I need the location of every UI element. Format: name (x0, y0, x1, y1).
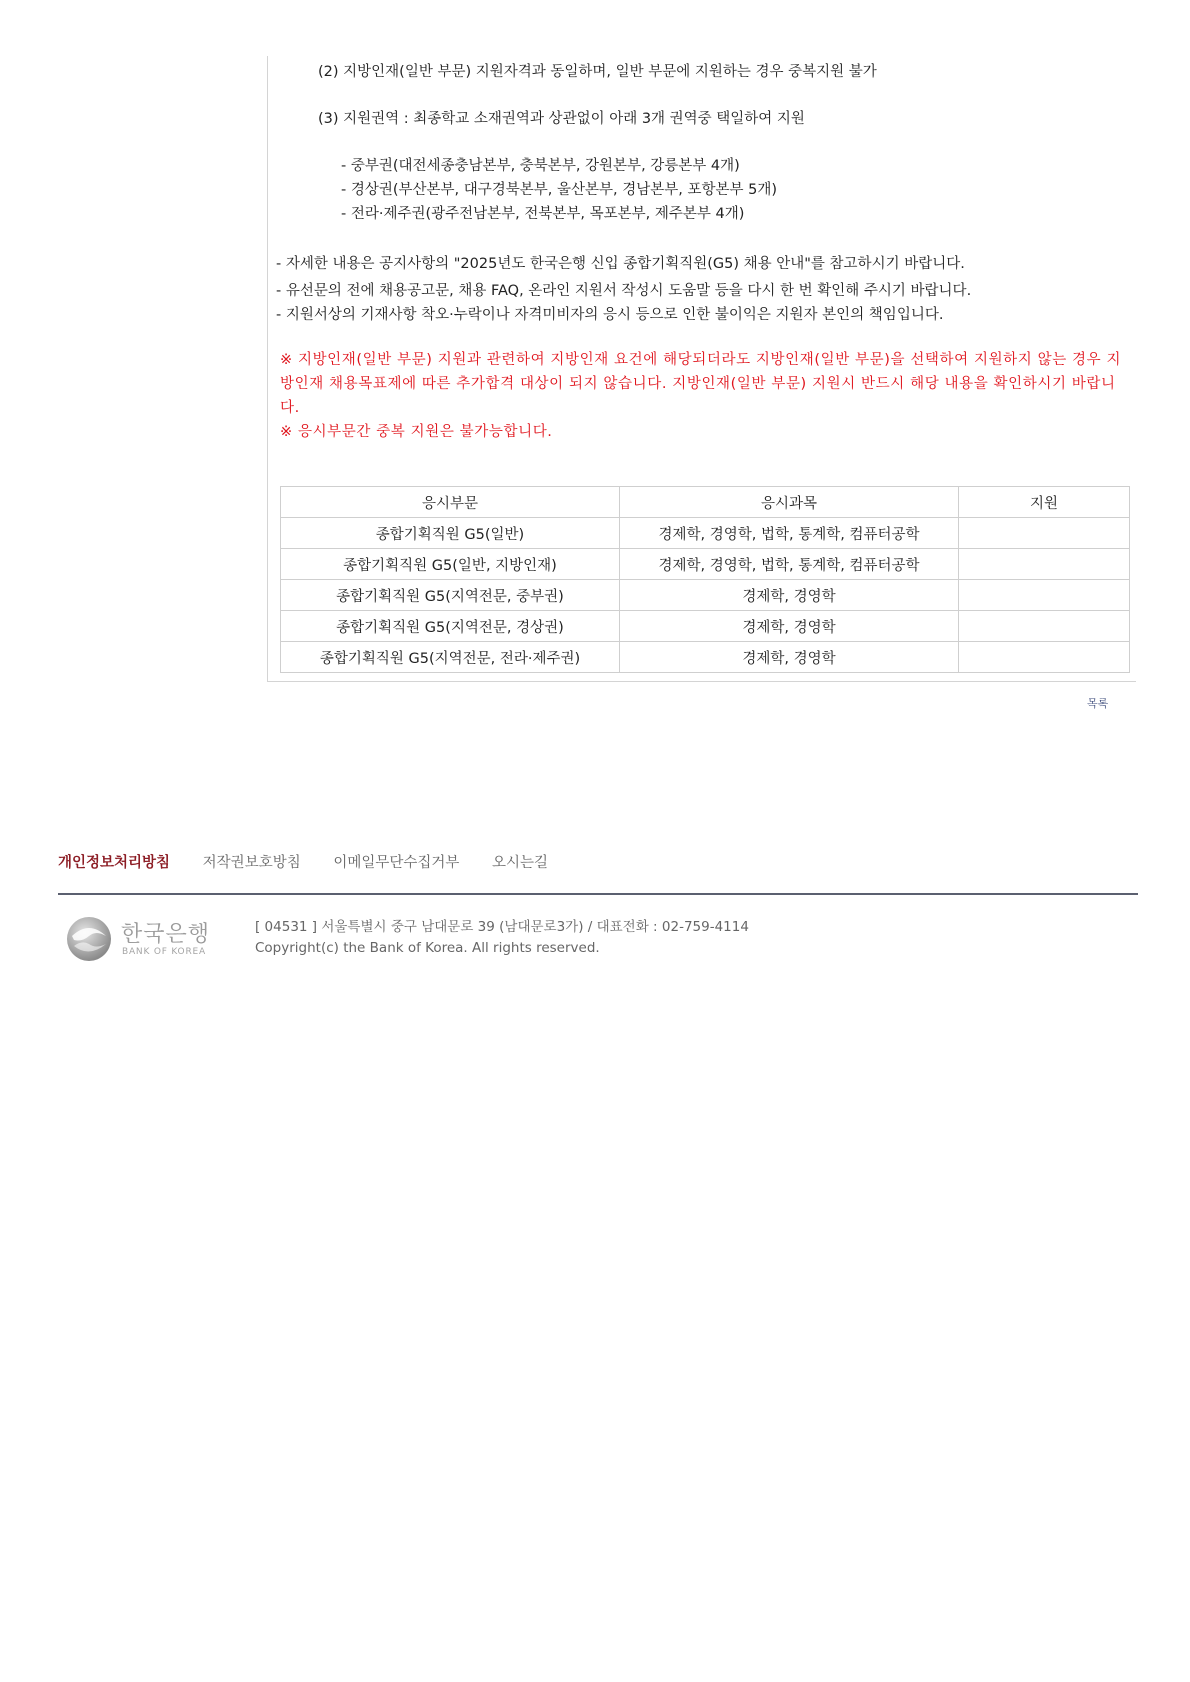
subjects-cell: 경제학, 경영학 (620, 580, 959, 611)
apply-cell[interactable] (959, 518, 1130, 549)
apply-cell[interactable] (959, 580, 1130, 611)
footer-link-copyright[interactable]: 저작권보호방침 (202, 855, 301, 871)
footer-nav (58, 851, 576, 872)
region-gyeongsang: - 경상권(부산본부, 대구경북본부, 울산본부, 경남본부, 포항본부 5개) (341, 182, 778, 198)
table-header-row (281, 487, 1130, 518)
guide-line-1: - 자세한 내용은 공지사항의 "2025년도 한국은행 신입 종합기획직원(G5) 채용 안내"를 참고하시기 바랍니다. (276, 256, 965, 272)
bank-of-korea-emblem-icon (66, 916, 112, 962)
list-button[interactable]: 목록 (1087, 697, 1109, 710)
logo-english-text: BANK OF KOREA (122, 947, 206, 957)
bank-of-korea-logo (66, 915, 216, 963)
notice-item-3: (3) 지원권역 : 최종학교 소재권역과 상관없이 아래 3개 권역중 택일하여 지원 (318, 111, 805, 127)
footer-link-directions[interactable]: 오시는길 (492, 855, 549, 871)
table-row (281, 642, 1130, 673)
table-row (281, 518, 1130, 549)
footer-link-privacy[interactable]: 개인정보처리방침 (58, 855, 171, 871)
division-cell: 종합기획직원 G5(지역전문, 전라·제주권) (281, 642, 620, 673)
header-subjects: 응시과목 (620, 487, 959, 518)
region-central: - 중부권(대전세종충남본부, 충북본부, 강원본부, 강릉본부 4개) (341, 158, 740, 174)
header-apply: 지원 (959, 487, 1130, 518)
notice-item-2: (2) 지방인재(일반 부문) 지원자격과 동일하며, 일반 부문에 지원하는 경우 중복지원 불가 (318, 64, 877, 80)
application-table (280, 486, 1130, 673)
header-division: 응시부문 (281, 487, 620, 518)
footer-address: [ 04531 ] 서울특별시 중구 남대문로 39 (남대문로3가) / 대표전화 : 02-759-4114 (255, 919, 749, 935)
subjects-cell: 경제학, 경영학, 법학, 통계학, 컴퓨터공학 (620, 549, 959, 580)
footer-link-email-refusal[interactable]: 이메일무단수집거부 (333, 855, 460, 871)
warning-notes (280, 348, 1125, 444)
table-row (281, 549, 1130, 580)
subjects-cell: 경제학, 경영학 (620, 642, 959, 673)
table-row (281, 611, 1130, 642)
guide-line-2: - 유선문의 전에 채용공고문, 채용 FAQ, 온라인 지원서 작성시 도움말 등을 다시 한 번 확인해 주시기 바랍니다. (276, 283, 972, 299)
subjects-cell: 경제학, 경영학 (620, 611, 959, 642)
table-row (281, 580, 1130, 611)
division-cell: 종합기획직원 G5(지역전문, 경상권) (281, 611, 620, 642)
apply-cell[interactable] (959, 549, 1130, 580)
apply-cell[interactable] (959, 611, 1130, 642)
region-jeolla-jeju: - 전라·제주권(광주전남본부, 전북본부, 목포본부, 제주본부 4개) (341, 206, 745, 222)
warning-local-talent: ※ 지방인재(일반 부문) 지원과 관련하여 지방인재 요건에 해당되더라도 지방인재(일반 부문)을 선택하여 지원하지 않는 경우 지방인재 채용목표제에 따른 추가합격 대상이 되지 않습니다. 지방인재(일반 부문) 지원시 반드시 해당 내용을 확인하시기 바랍니다. (280, 352, 1122, 416)
footer-divider (58, 893, 1138, 895)
subjects-cell: 경제학, 경영학, 법학, 통계학, 컴퓨터공학 (620, 518, 959, 549)
warning-duplicate: ※ 응시부문간 중복 지원은 불가능합니다. (280, 424, 553, 440)
apply-cell[interactable] (959, 642, 1130, 673)
division-cell: 종합기획직원 G5(일반, 지방인재) (281, 549, 620, 580)
footer-address-block (255, 917, 749, 959)
division-cell: 종합기획직원 G5(일반) (281, 518, 620, 549)
guide-line-3: - 지원서상의 기재사항 착오·누락이나 자격미비자의 응시 등으로 인한 불이익은 지원자 본인의 책임입니다. (276, 307, 944, 323)
logo-korean-text: 한국은행 (121, 922, 211, 947)
footer-copyright: Copyright(c) the Bank of Korea. All rights reserved. (255, 940, 600, 956)
notice-content (267, 56, 1136, 682)
division-cell: 종합기획직원 G5(지역전문, 중부권) (281, 580, 620, 611)
